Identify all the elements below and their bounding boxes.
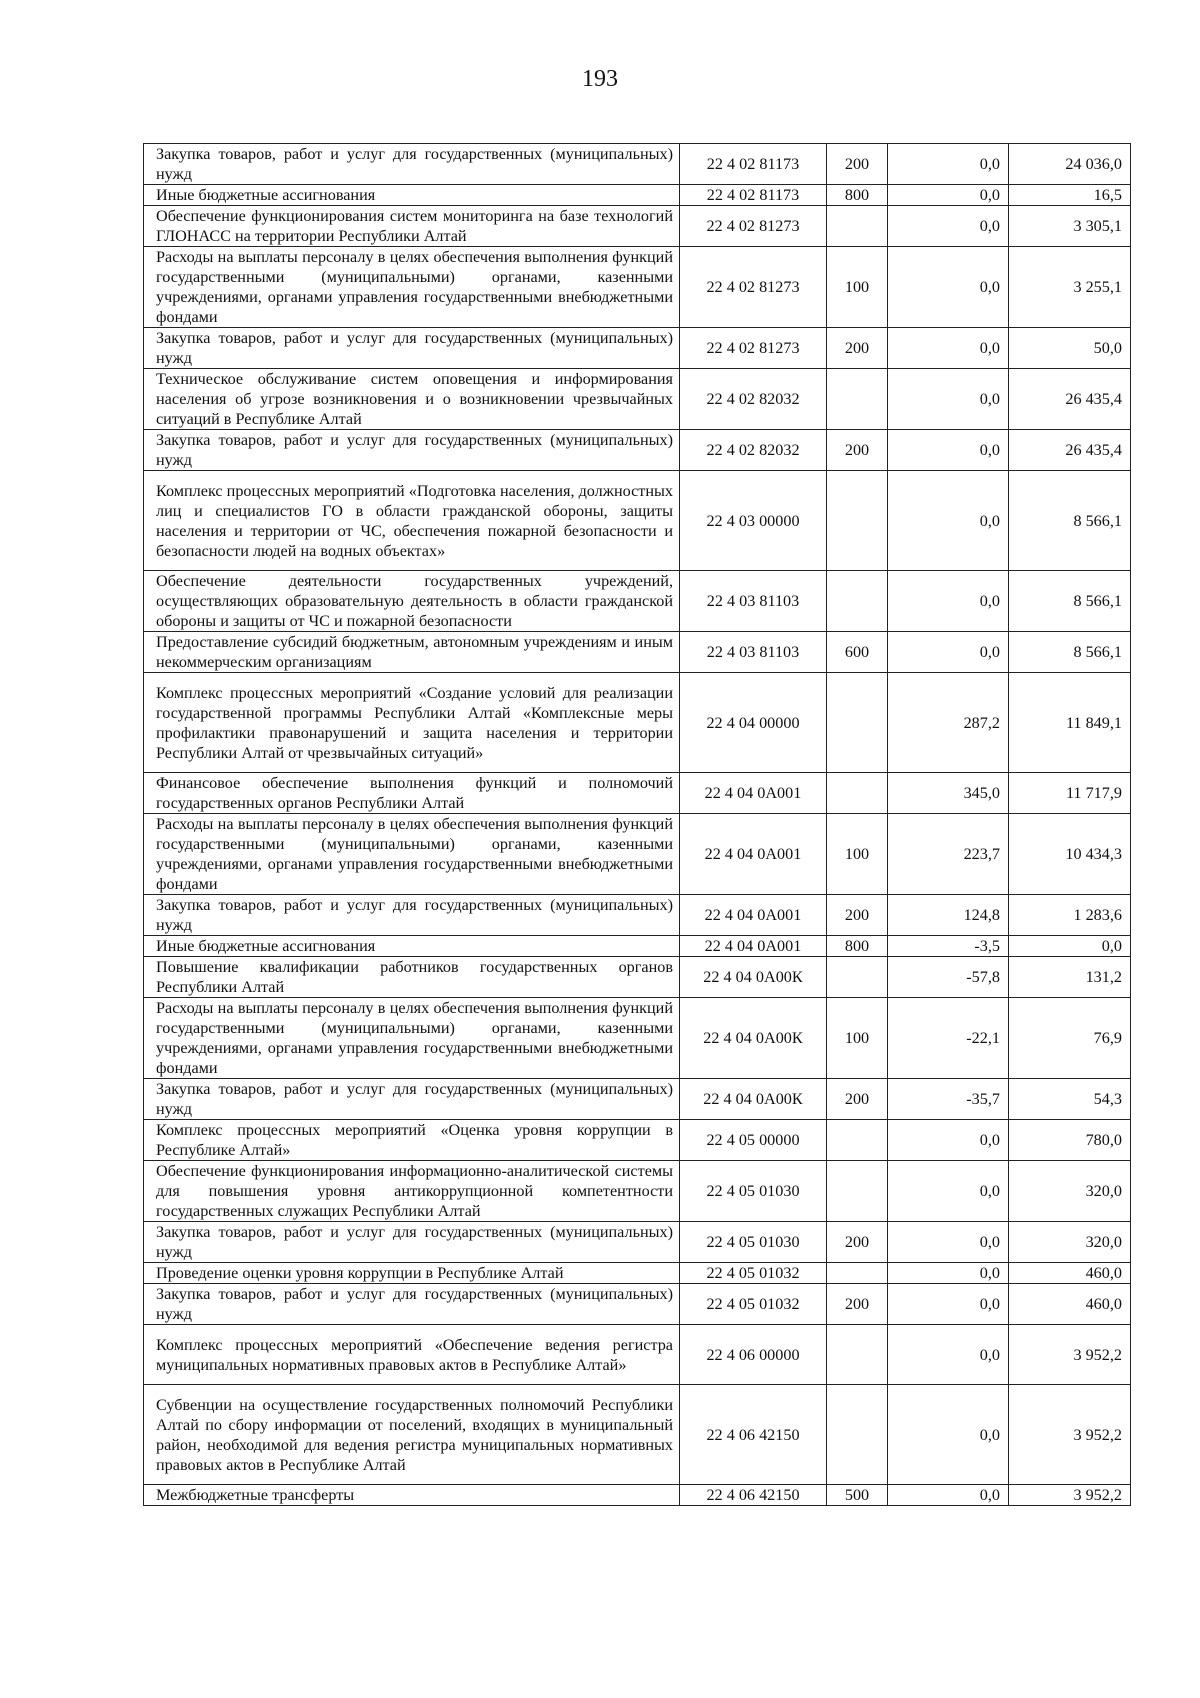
row-expense-type-cell <box>827 471 888 571</box>
row-value-change-cell: -57,8 <box>888 957 1009 998</box>
table-row <box>144 1485 1131 1506</box>
row-value-total-cell: 26 435,4 <box>1009 369 1131 430</box>
page-number: 193 <box>582 66 618 92</box>
row-name-cell: Комплекс процессных мероприятий «Создание условий для реализации государственной программы Республики Алтай «Комплексные меры профилактики правонарушений и защита населения и территории Республики Алтай от чрезвычайных ситуаций» <box>144 673 680 773</box>
row-name-cell: Финансовое обеспечение выполнения функций и полномочий государственных органов Республики Алтай <box>144 773 680 814</box>
row-name-cell: Расходы на выплаты персоналу в целях обеспечения выполнения функций государственными (муниципальными) органами, казенными учреждениями, органами управления государственными внебюджетными фондами <box>144 814 680 895</box>
table-row <box>144 1284 1131 1325</box>
row-value-total-cell: 0,0 <box>1009 936 1131 957</box>
row-value-change-cell: 0,0 <box>888 1325 1009 1385</box>
row-expense-type-cell: 200 <box>827 328 888 369</box>
row-name-cell: Межбюджетные трансферты <box>144 1485 680 1506</box>
row-code-cell: 22 4 05 00000 <box>680 1120 827 1161</box>
table-row <box>144 247 1131 328</box>
row-expense-type-cell: 200 <box>827 1222 888 1263</box>
row-code-cell: 22 4 06 42150 <box>680 1485 827 1506</box>
row-code-cell: 22 4 06 42150 <box>680 1385 827 1485</box>
row-expense-type-cell <box>827 206 888 247</box>
row-value-change-cell: 0,0 <box>888 430 1009 471</box>
row-value-total-cell: 3 952,2 <box>1009 1325 1131 1385</box>
row-value-change-cell: 345,0 <box>888 773 1009 814</box>
row-value-change-cell: 0,0 <box>888 328 1009 369</box>
row-expense-type-cell: 200 <box>827 1284 888 1325</box>
row-expense-type-cell: 600 <box>827 632 888 673</box>
row-expense-type-cell: 200 <box>827 144 888 185</box>
row-code-cell: 22 4 06 00000 <box>680 1325 827 1385</box>
row-expense-type-cell <box>827 1385 888 1485</box>
row-value-total-cell: 460,0 <box>1009 1284 1131 1325</box>
row-value-change-cell: -22,1 <box>888 998 1009 1079</box>
row-value-total-cell: 320,0 <box>1009 1161 1131 1222</box>
row-value-change-cell: 0,0 <box>888 1120 1009 1161</box>
row-code-cell: 22 4 05 01032 <box>680 1284 827 1325</box>
table-row <box>144 1079 1131 1120</box>
row-code-cell: 22 4 04 0А00К <box>680 1079 827 1120</box>
row-name-cell: Проведение оценки уровня коррупции в Республике Алтай <box>144 1263 680 1284</box>
row-value-change-cell: 0,0 <box>888 1284 1009 1325</box>
row-code-cell: 22 4 02 81273 <box>680 206 827 247</box>
row-code-cell: 22 4 05 01030 <box>680 1161 827 1222</box>
row-name-cell: Обеспечение деятельности государственных учреждений, осуществляющих образовательную деятельность в области гражданской обороны и защиты от ЧС и пожарной безопасности <box>144 571 680 632</box>
row-name-cell: Иные бюджетные ассигнования <box>144 185 680 206</box>
row-name-cell: Закупка товаров, работ и услуг для государственных (муниципальных) нужд <box>144 895 680 936</box>
row-value-change-cell: 0,0 <box>888 1222 1009 1263</box>
row-code-cell: 22 4 02 81173 <box>680 185 827 206</box>
table-row <box>144 1222 1131 1263</box>
row-value-total-cell: 1 283,6 <box>1009 895 1131 936</box>
row-code-cell: 22 4 03 81103 <box>680 632 827 673</box>
row-expense-type-cell <box>827 1120 888 1161</box>
row-value-change-cell: 124,8 <box>888 895 1009 936</box>
row-value-change-cell: 0,0 <box>888 571 1009 632</box>
row-code-cell: 22 4 02 82032 <box>680 369 827 430</box>
row-code-cell: 22 4 02 81273 <box>680 247 827 328</box>
table-row <box>144 632 1131 673</box>
row-code-cell: 22 4 04 0А001 <box>680 895 827 936</box>
row-value-total-cell: 11 849,1 <box>1009 673 1131 773</box>
row-name-cell: Обеспечение функционирования информационно-аналитической системы для повышения уровня антикоррупционной компетентности государственных служащих Республики Алтай <box>144 1161 680 1222</box>
row-value-total-cell: 3 255,1 <box>1009 247 1131 328</box>
row-expense-type-cell: 100 <box>827 998 888 1079</box>
row-value-total-cell: 3 952,2 <box>1009 1485 1131 1506</box>
row-value-change-cell: 0,0 <box>888 185 1009 206</box>
row-value-change-cell: 223,7 <box>888 814 1009 895</box>
row-expense-type-cell <box>827 773 888 814</box>
row-value-total-cell: 26 435,4 <box>1009 430 1131 471</box>
row-code-cell: 22 4 04 0А001 <box>680 936 827 957</box>
row-value-change-cell: 0,0 <box>888 1385 1009 1485</box>
row-value-total-cell: 76,9 <box>1009 998 1131 1079</box>
table-row <box>144 936 1131 957</box>
row-value-total-cell: 3 952,2 <box>1009 1385 1131 1485</box>
row-value-change-cell: 0,0 <box>888 1161 1009 1222</box>
row-expense-type-cell: 100 <box>827 814 888 895</box>
row-value-total-cell: 11 717,9 <box>1009 773 1131 814</box>
table-row <box>144 957 1131 998</box>
row-code-cell: 22 4 05 01032 <box>680 1263 827 1284</box>
row-expense-type-cell <box>827 673 888 773</box>
row-expense-type-cell <box>827 1161 888 1222</box>
row-value-total-cell: 54,3 <box>1009 1079 1131 1120</box>
row-value-total-cell: 8 566,1 <box>1009 632 1131 673</box>
row-code-cell: 22 4 03 81103 <box>680 571 827 632</box>
row-name-cell: Закупка товаров, работ и услуг для государственных (муниципальных) нужд <box>144 430 680 471</box>
row-code-cell: 22 4 04 00000 <box>680 673 827 773</box>
row-value-change-cell: 0,0 <box>888 144 1009 185</box>
row-value-change-cell: 0,0 <box>888 471 1009 571</box>
row-code-cell: 22 4 02 82032 <box>680 430 827 471</box>
row-value-change-cell: 0,0 <box>888 247 1009 328</box>
table-row <box>144 185 1131 206</box>
row-code-cell: 22 4 02 81173 <box>680 144 827 185</box>
row-code-cell: 22 4 04 0А00К <box>680 998 827 1079</box>
row-value-change-cell: 287,2 <box>888 673 1009 773</box>
row-value-total-cell: 780,0 <box>1009 1120 1131 1161</box>
row-expense-type-cell: 800 <box>827 936 888 957</box>
row-expense-type-cell: 500 <box>827 1485 888 1506</box>
row-expense-type-cell <box>827 571 888 632</box>
row-name-cell: Комплекс процессных мероприятий «Оценка уровня коррупции в Республике Алтай» <box>144 1120 680 1161</box>
row-expense-type-cell: 100 <box>827 247 888 328</box>
row-value-total-cell: 50,0 <box>1009 328 1131 369</box>
row-value-total-cell: 8 566,1 <box>1009 471 1131 571</box>
table-row <box>144 814 1131 895</box>
row-value-total-cell: 8 566,1 <box>1009 571 1131 632</box>
row-value-total-cell: 10 434,3 <box>1009 814 1131 895</box>
row-value-total-cell: 460,0 <box>1009 1263 1131 1284</box>
row-name-cell: Закупка товаров, работ и услуг для государственных (муниципальных) нужд <box>144 1222 680 1263</box>
row-name-cell: Закупка товаров, работ и услуг для государственных (муниципальных) нужд <box>144 144 680 185</box>
row-expense-type-cell <box>827 1263 888 1284</box>
row-name-cell: Расходы на выплаты персоналу в целях обеспечения выполнения функций государственными (муниципальными) органами, казенными учреждениями, органами управления государственными внебюджетными фондами <box>144 998 680 1079</box>
table-row <box>144 773 1131 814</box>
row-code-cell: 22 4 02 81273 <box>680 328 827 369</box>
row-code-cell: 22 4 05 01030 <box>680 1222 827 1263</box>
row-expense-type-cell <box>827 957 888 998</box>
row-name-cell: Повышение квалификации работников государственных органов Республики Алтай <box>144 957 680 998</box>
row-expense-type-cell <box>827 1325 888 1385</box>
row-code-cell: 22 4 04 0А001 <box>680 773 827 814</box>
row-name-cell: Субвенции на осуществление государственных полномочий Республики Алтай по сбору информации от поселений, входящих в муниципальный район, необходимой для ведения регистра муниципальных нормативных правовых актов в Республике Алтай <box>144 1385 680 1485</box>
row-value-change-cell: 0,0 <box>888 1485 1009 1506</box>
row-name-cell: Техническое обслуживание систем оповещения и информирования населения об угрозе возникновения и о возникновении чрезвычайных ситуаций в Республике Алтай <box>144 369 680 430</box>
row-value-change-cell: 0,0 <box>888 206 1009 247</box>
table-row <box>144 998 1131 1079</box>
table-row <box>144 1161 1131 1222</box>
row-value-total-cell: 24 036,0 <box>1009 144 1131 185</box>
row-value-total-cell: 3 305,1 <box>1009 206 1131 247</box>
row-name-cell: Комплекс процессных мероприятий «Подготовка населения, должностных лиц и специалистов ГО в области гражданской обороны, защиты населения и территории от ЧС, обеспечения пожарной безопасности и безопасности людей на водных объектах» <box>144 471 680 571</box>
budget-table-body <box>144 144 1131 1506</box>
table-row <box>144 369 1131 430</box>
table-row <box>144 673 1131 773</box>
row-expense-type-cell: 200 <box>827 1079 888 1120</box>
row-value-change-cell: 0,0 <box>888 369 1009 430</box>
row-name-cell: Расходы на выплаты персоналу в целях обеспечения выполнения функций государственными (муниципальными) органами, казенными учреждениями, органами управления государственными внебюджетными фондами <box>144 247 680 328</box>
row-code-cell: 22 4 04 0А00К <box>680 957 827 998</box>
table-row <box>144 206 1131 247</box>
row-value-total-cell: 131,2 <box>1009 957 1131 998</box>
row-expense-type-cell: 200 <box>827 895 888 936</box>
table-row <box>144 1263 1131 1284</box>
row-name-cell: Комплекс процессных мероприятий «Обеспечение ведения регистра муниципальных нормативных правовых актов в Республике Алтай» <box>144 1325 680 1385</box>
row-value-total-cell: 320,0 <box>1009 1222 1131 1263</box>
row-name-cell: Иные бюджетные ассигнования <box>144 936 680 957</box>
row-code-cell: 22 4 03 00000 <box>680 471 827 571</box>
row-code-cell: 22 4 04 0А001 <box>680 814 827 895</box>
table-row <box>144 1385 1131 1485</box>
table-row <box>144 144 1131 185</box>
table-row <box>144 1325 1131 1385</box>
row-value-change-cell: -3,5 <box>888 936 1009 957</box>
row-name-cell: Закупка товаров, работ и услуг для государственных (муниципальных) нужд <box>144 1079 680 1120</box>
row-name-cell: Закупка товаров, работ и услуг для государственных (муниципальных) нужд <box>144 328 680 369</box>
table-row <box>144 328 1131 369</box>
row-value-change-cell: 0,0 <box>888 1263 1009 1284</box>
row-value-change-cell: -35,7 <box>888 1079 1009 1120</box>
row-value-change-cell: 0,0 <box>888 632 1009 673</box>
table-row <box>144 571 1131 632</box>
row-name-cell: Закупка товаров, работ и услуг для государственных (муниципальных) нужд <box>144 1284 680 1325</box>
row-expense-type-cell: 200 <box>827 430 888 471</box>
row-expense-type-cell: 800 <box>827 185 888 206</box>
row-expense-type-cell <box>827 369 888 430</box>
table-row <box>144 430 1131 471</box>
row-name-cell: Обеспечение функционирования систем мониторинга на базе технологий ГЛОНАСС на территории Республики Алтай <box>144 206 680 247</box>
table-row <box>144 471 1131 571</box>
table-row <box>144 895 1131 936</box>
budget-table <box>143 143 1131 1506</box>
table-row <box>144 1120 1131 1161</box>
row-name-cell: Предоставление субсидий бюджетным, автономным учреждениям и иным некоммерческим организациям <box>144 632 680 673</box>
row-value-total-cell: 16,5 <box>1009 185 1131 206</box>
